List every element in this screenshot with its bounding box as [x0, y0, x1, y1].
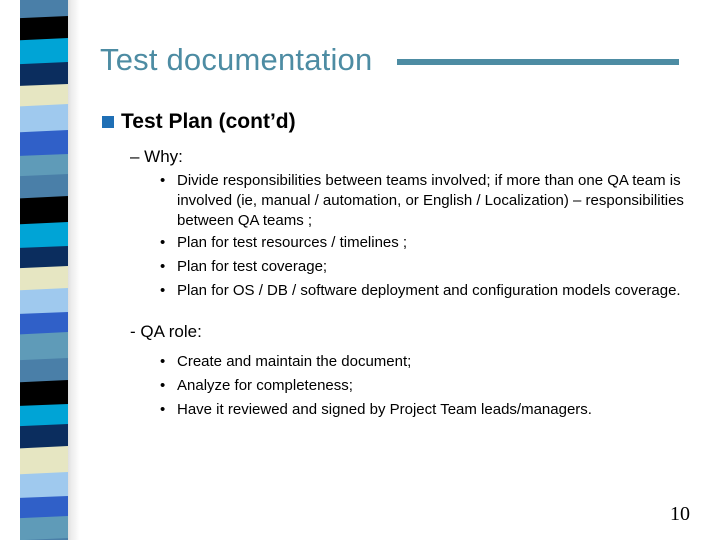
- bullet-text: Plan for test coverage;: [177, 258, 328, 275]
- strip-tile: [20, 446, 68, 476]
- strip-tile: [20, 472, 68, 500]
- page-number: 10: [670, 503, 690, 525]
- strip-tile: [20, 332, 68, 362]
- strip-tile: [20, 358, 68, 384]
- bullet-dot-icon: •: [160, 234, 166, 251]
- strip-tile: [20, 380, 68, 408]
- bullet-dot-icon: •: [160, 282, 166, 299]
- bullet-dot-icon: •: [160, 353, 166, 370]
- strip-tile: [20, 174, 68, 200]
- title-underline-rule: [397, 59, 679, 65]
- bullet-dot-icon: •: [160, 401, 166, 418]
- strip-tile: [20, 266, 68, 292]
- strip-tile: [20, 104, 68, 134]
- why-bullet-1: [160, 171, 700, 231]
- decorative-color-strip: [20, 0, 68, 540]
- bullet-dot-icon: •: [160, 258, 166, 275]
- bullet-text: Divide responsibilities between teams involved; if more than one QA team is involved (ie, manual / automation, or English / Localization) – responsibilities between QA teams ;: [177, 172, 684, 229]
- why-label: – Why:: [130, 147, 183, 166]
- square-bullet-icon: [102, 116, 114, 128]
- strip-tile: [20, 424, 68, 450]
- strip-tile: [20, 38, 68, 66]
- bullet-dot-icon: •: [160, 377, 166, 394]
- strip-tile: [20, 516, 68, 540]
- strip-tile: [20, 62, 68, 88]
- strip-tile: [20, 16, 68, 42]
- bullet-text: Plan for test resources / timelines ;: [177, 234, 408, 251]
- strip-tile: [20, 222, 68, 250]
- bullet-text: Analyze for completeness;: [177, 377, 353, 394]
- bullet-dot-icon: •: [160, 172, 166, 189]
- heading-text: Test Plan (cont’d): [121, 110, 296, 133]
- strip-tile: [20, 288, 68, 316]
- strip-tile: [20, 130, 68, 158]
- bullet-text: Plan for OS / DB / software deployment and configuration models coverage.: [177, 282, 681, 299]
- bullet-text: Have it reviewed and signed by Project Team leads/managers.: [177, 401, 592, 418]
- slide-title: Test documentation: [100, 42, 373, 77]
- qa-role-label: - QA role:: [130, 322, 202, 341]
- strip-tile: [20, 196, 68, 226]
- bullet-text: Create and maintain the document;: [177, 353, 412, 370]
